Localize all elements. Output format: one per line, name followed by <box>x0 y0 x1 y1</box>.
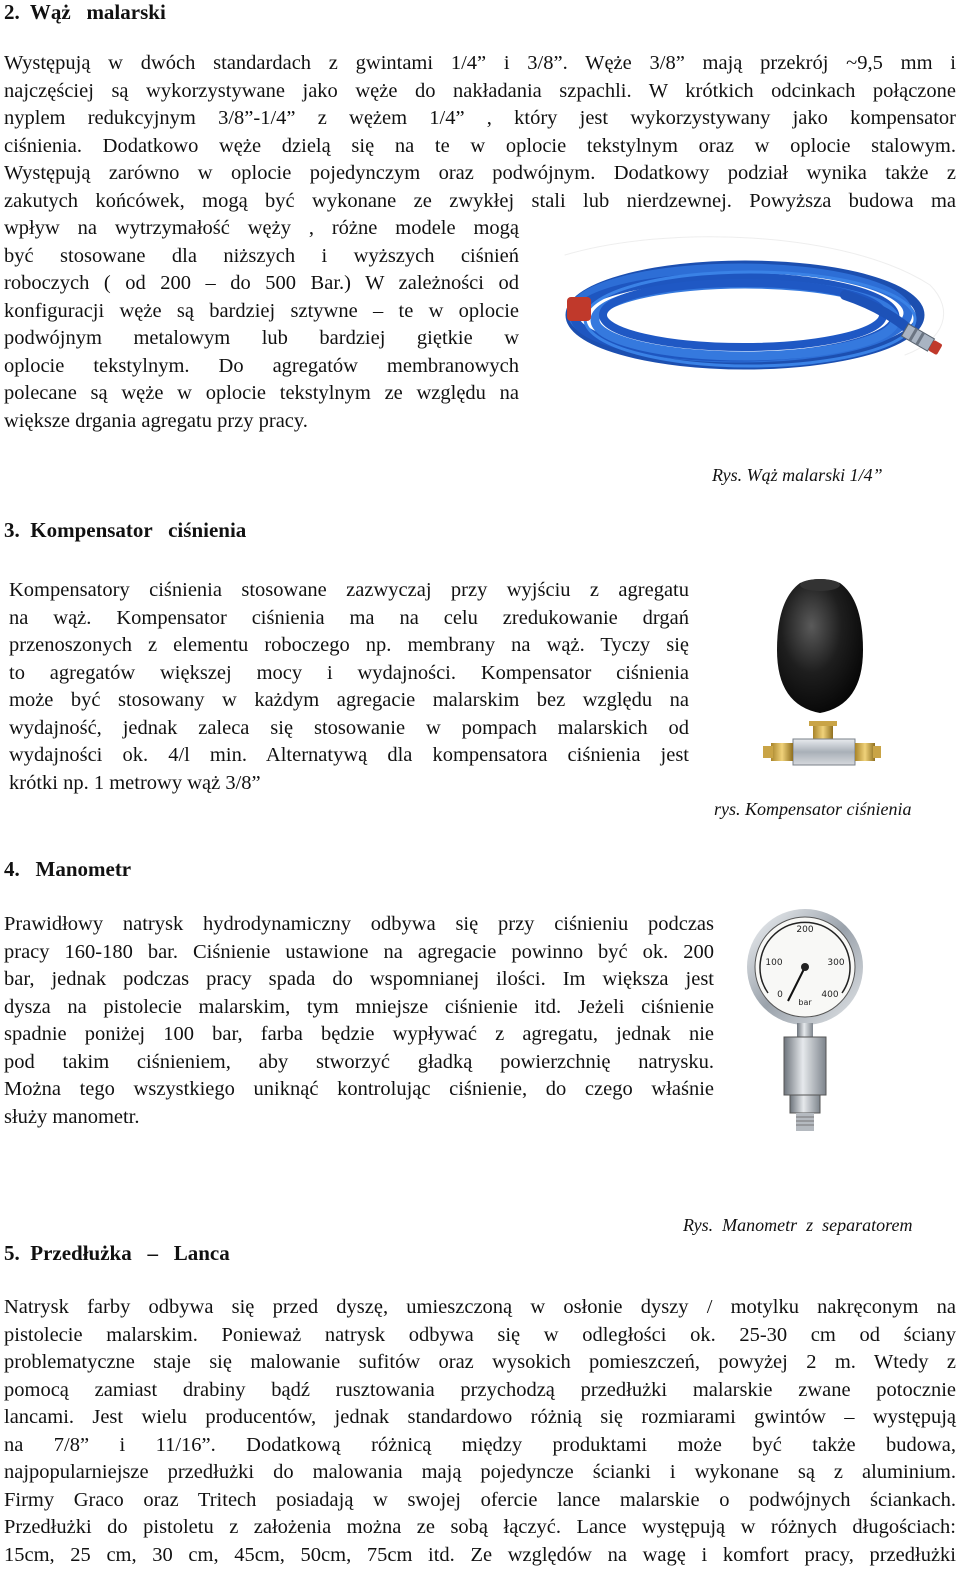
section-4-paragraph <box>4 911 714 1131</box>
paragraph-line: Można tego wszystkiego uniknąć kontrolując ciśnienie, do czego właśnie <box>4 1076 714 1104</box>
section-3-heading: 3. Kompensator ciśnienia <box>4 518 246 543</box>
gauge-label: bar <box>798 998 812 1007</box>
paragraph-line: spadnie poniżej 100 bar, farba będzie wypływać z agregatu, jednak nie <box>4 1021 714 1049</box>
paragraph-line: pracy 160-180 bar. Ciśnienie ustawione na agregacie powinno być ok. 200 <box>4 939 714 967</box>
paragraph-line: wpływ na wytrzymałość węży , różne modele mogą <box>4 215 519 243</box>
paragraph-line: oplocie tekstylnym. Do agregatów membranowych <box>4 353 519 381</box>
compensator-image <box>755 575 885 785</box>
paragraph-line: 15cm, 25 cm, 30 cm, 45cm, 50cm, 75cm itd. Ze względów na wagę i komfort pracy, przedłużki <box>4 1542 956 1569</box>
paragraph-line: Występują w dwóch standardach z gwintami 1/4” i 3/8”. Węże 3/8” mają przekrój ~9,5 mm i <box>4 50 956 78</box>
paragraph-line: na 7/8” i 11/16”. Dodatkową różnicą między produktami może być także budowa, <box>4 1432 956 1460</box>
paragraph-line: bar, jednak podczas pracy spada do wspomnianej ilości. Im większa jest <box>4 966 714 994</box>
paragraph-line: być stosowane dla niższych i wyższych ciśnień <box>4 243 519 271</box>
gauge-label: 100 <box>765 958 782 968</box>
paragraph-line: większe drgania agregatu przy pracy. <box>4 408 519 436</box>
gauge-label: 200 <box>796 925 813 935</box>
paragraph-line: Natrysk farby odbywa się przed dyszę, umieszczoną w osłonie dyszy / motylku nakręconym na <box>4 1294 956 1322</box>
paragraph-line: przenoszonych z elementu roboczego np. membrany na wąż. Tyczy się <box>9 632 689 660</box>
paragraph-line: konfiguracji węże są bardziej sztywne – te w oplocie <box>4 298 519 326</box>
paragraph-line: najpopularniejsze przedłużki do malowania mają pojedyncze ścianki i wykonane są z aluminium. <box>4 1459 956 1487</box>
paragraph-line: to agregatów większej mocy i wydajności. Kompensator ciśnienia <box>9 660 689 688</box>
paragraph-line: wydajność, jednak zaleca się stosowanie w pompach malarskich od <box>9 715 689 743</box>
manometer-caption: Rys. Manometr z separatorem <box>683 1215 912 1236</box>
paragraph-line: pomocą zamiast drabiny bądź rusztowania przychodzą przedłużki malarskie zwane potocznie <box>4 1377 956 1405</box>
paragraph-line: lancami. Jest wielu producentów, jednak standardowo różnią się rozmiarami gwintów – występują <box>4 1404 956 1432</box>
paragraph-line: służy manometr. <box>4 1104 714 1132</box>
gauge-label: 400 <box>821 990 838 1000</box>
section-2-heading: 2. Wąż malarski <box>4 0 166 25</box>
gauge-label: 0 <box>777 990 783 1000</box>
paragraph-line: wydajności ok. 4/l min. Alternatywą dla kompensatora ciśnienia jest <box>9 742 689 770</box>
paragraph-line: Prawidłowy natrysk hydrodynamiczny odbywa się przy ciśnieniu podczas <box>4 911 714 939</box>
paragraph-line: dysza na pistolecie malarskim, tym mniejsze ciśnienie itd. Jeżeli ciśnienie <box>4 994 714 1022</box>
compensator-caption: rys. Kompensator ciśnienia <box>714 799 912 820</box>
section-3-paragraph <box>9 577 689 797</box>
paragraph-line: na wąż. Kompensator ciśnienia ma na celu zredukowanie drgań <box>9 605 689 633</box>
paragraph-line: zakutych końcówek, mogą być wykonane ze zwykłej stali lub nierdzewnej. Powyższa budowa ma <box>4 188 956 216</box>
paragraph-line: pod takim ciśnieniem, aby stworzyć gładką powierzchnię natrysku. <box>4 1049 714 1077</box>
section-2-paragraph <box>4 50 956 215</box>
paragraph-line: krótki np. 1 metrowy wąż 3/8” <box>9 770 689 798</box>
paragraph-line: Przedłużki do pistoletu z założenia można ze sobą łączyć. Lance występują w różnych długościach: <box>4 1514 956 1542</box>
paragraph-line: może być stosowany w każdym agregacie malarskim bez względu na <box>9 687 689 715</box>
paragraph-line: najczęściej są wykorzystywane jako węże do nakładania szpachli. W krótkich odcinkach połączone <box>4 78 956 106</box>
paragraph-line: ciśnienia. Dodatkowo węże dzielą się na te w oplocie tekstylnym oraz w oplocie stalowym. <box>4 133 956 161</box>
section-4-heading: 4. Manometr <box>4 857 131 882</box>
paragraph-line: roboczych ( od 200 – do 500 Bar.) W zależności od <box>4 270 519 298</box>
hose-image <box>545 225 955 390</box>
paragraph-line: Występują zarówno w oplocie pojedynczym oraz podwójnym. Dodatkowy podział wynika także z <box>4 160 956 188</box>
paragraph-line: nyplem redukcyjnym 3/8”-1/4” z wężem 1/4” , który jest wykorzystywany jako kompensator <box>4 105 956 133</box>
section-2-paragraph-wrap <box>4 215 519 435</box>
section-5-heading: 5. Przedłużka – Lanca <box>4 1241 230 1266</box>
section-5-paragraph <box>4 1294 956 1569</box>
hose-caption: Rys. Wąż malarski 1/4” <box>712 465 883 486</box>
gauge-label: 300 <box>827 958 844 968</box>
manometer-image <box>740 905 870 1150</box>
paragraph-line: problematyczne staje się malowanie sufitów oraz wysokich pomieszczeń, powyżej 2 m. Wtedy z <box>4 1349 956 1377</box>
paragraph-line: podwójnym metalowym lub bardziej giętkie w <box>4 325 519 353</box>
paragraph-line: pistolecie malarskim. Ponieważ natrysk odbywa się w odległości ok. 25-30 cm od ściany <box>4 1322 956 1350</box>
paragraph-line: Firmy Graco oraz Tritech posiadają w swojej ofercie lance malarskie o podwójnych ściankach. <box>4 1487 956 1515</box>
paragraph-line: polecane są węże w oplocie tekstylnym ze względu na <box>4 380 519 408</box>
paragraph-line: Kompensatory ciśnienia stosowane zazwyczaj przy wyjściu z agregatu <box>9 577 689 605</box>
